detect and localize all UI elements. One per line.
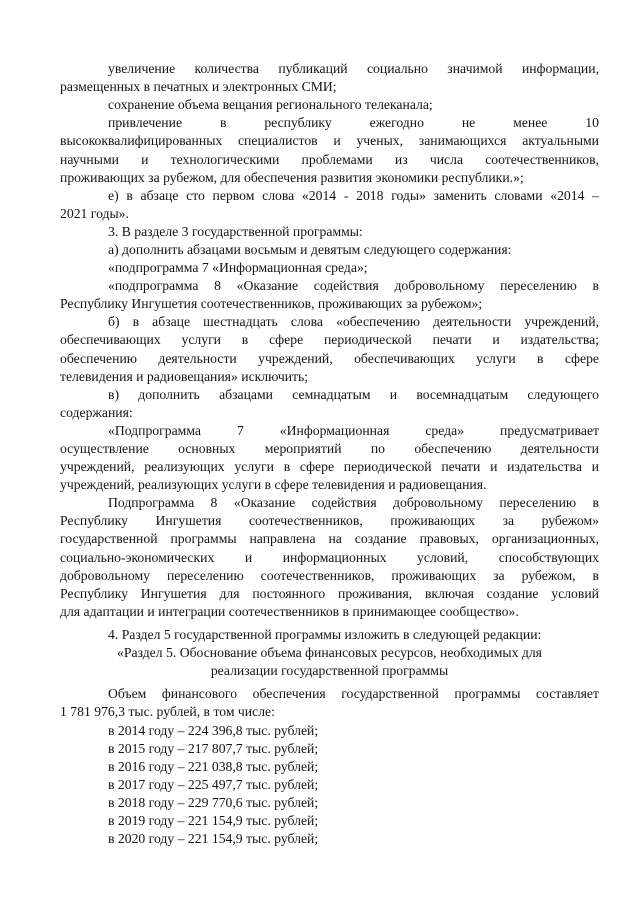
text-line: увеличение количества публикаций социально значимой информации, <box>108 61 599 76</box>
text-line: осуществление основных мероприятий по обеспечению деятельности <box>60 441 599 456</box>
text-line: высококвалифицированных специалистов и ученых, занимающихся актуальными <box>60 133 599 148</box>
text-line: добровольному переселению соотечественников, проживающих за рубежом, в <box>60 568 599 583</box>
text-line: в 2017 году – 225 497,7 тыс. рублей; <box>108 777 319 792</box>
text-line: учреждений, реализующих услуги в сфере периодической печати и издательства и <box>60 459 599 474</box>
text-line: научными и технологическими проблемами из числа соотечественников, <box>60 152 599 167</box>
text-line: обеспечению деятельности учреждений, обеспечивающих услуги в сфере <box>60 351 599 366</box>
text-line: размещенных в печатных и электронных СМИ; <box>60 79 337 94</box>
text-line: б) в абзаце шестнадцать слова «обеспечению деятельности учреждений, <box>108 314 599 329</box>
text-line: социально-экономических и информационных условий, способствующих <box>60 550 599 565</box>
text-line: Объем финансового обеспечения государственной программы составляет <box>108 686 599 701</box>
text-line: в 2014 году – 224 396,8 тыс. рублей; <box>108 723 319 738</box>
text-line: «подпрограмма 7 «Информационная среда»; <box>108 260 368 275</box>
section-heading: «Раздел 5. Обоснование объема финансовых ресурсов, необходимых для <box>117 645 542 660</box>
text-line: в 2020 году – 221 154,9 тыс. рублей; <box>108 831 319 846</box>
text-line: «подпрограмма 8 «Оказание содействия добровольному переселению в <box>108 278 599 293</box>
text-line: Республику Ингушетия для постоянного проживания, включая создание условий <box>60 586 599 601</box>
text-line: в 2015 году – 217 807,7 тыс. рублей; <box>108 741 319 756</box>
text-line: сохранение объема вещания регионального телеканала; <box>108 97 433 112</box>
text-line: 1 781 976,3 тыс. рублей, в том числе: <box>60 704 275 719</box>
text-line: в 2018 году – 229 770,6 тыс. рублей; <box>108 795 319 810</box>
text-line: 4. Раздел 5 государственной программы изложить в следующей редакции: <box>108 627 542 642</box>
section-heading: реализации государственной программы <box>210 663 449 678</box>
text-line: 2021 годы». <box>60 206 129 221</box>
text-line: учреждений, реализующих услуги в сфере телевидения и радиовещания. <box>60 477 487 492</box>
text-line: в 2019 году – 221 154,9 тыс. рублей; <box>108 813 319 828</box>
text-line: Республику Ингушетия соотечественников, проживающих за рубежом»; <box>60 296 483 311</box>
text-line: проживающих за рубежом, для обеспечения развития экономики республики.»; <box>60 170 524 185</box>
text-line: е) в абзаце сто первом слова «2014 - 2018 годы» заменить словами «2014 – <box>108 188 599 203</box>
text-line: для адаптации и интеграции соотечественников в принимающее сообщество». <box>60 604 519 619</box>
text-line: привлечение в республику ежегодно не менее 10 <box>108 115 599 130</box>
text-line: обеспечивающих услуги в сфере периодической печати и издательства; <box>60 332 599 347</box>
text-line: «Подпрограмма 7 «Информационная среда» предусматривает <box>108 423 599 438</box>
text-line: Подпрограмма 8 «Оказание содействия добровольному переселению в <box>108 495 599 510</box>
text-line: 3. В разделе 3 государственной программы: <box>108 224 363 239</box>
text-line: государственной программы направлена на создание правовых, организационных, <box>60 531 599 546</box>
text-line: содержания: <box>60 405 133 420</box>
text-line: телевидения и радиовещания» исключить; <box>60 369 309 384</box>
text-line: Республику Ингушетия соотечественников, проживающих за рубежом» <box>60 513 599 528</box>
text-line: а) дополнить абзацами восьмым и девятым следующего содержания: <box>108 242 512 257</box>
text-line: в) дополнить абзацами семнадцатым и восемнадцатым следующего <box>108 387 599 402</box>
text-line: в 2016 году – 221 038,8 тыс. рублей; <box>108 759 319 774</box>
